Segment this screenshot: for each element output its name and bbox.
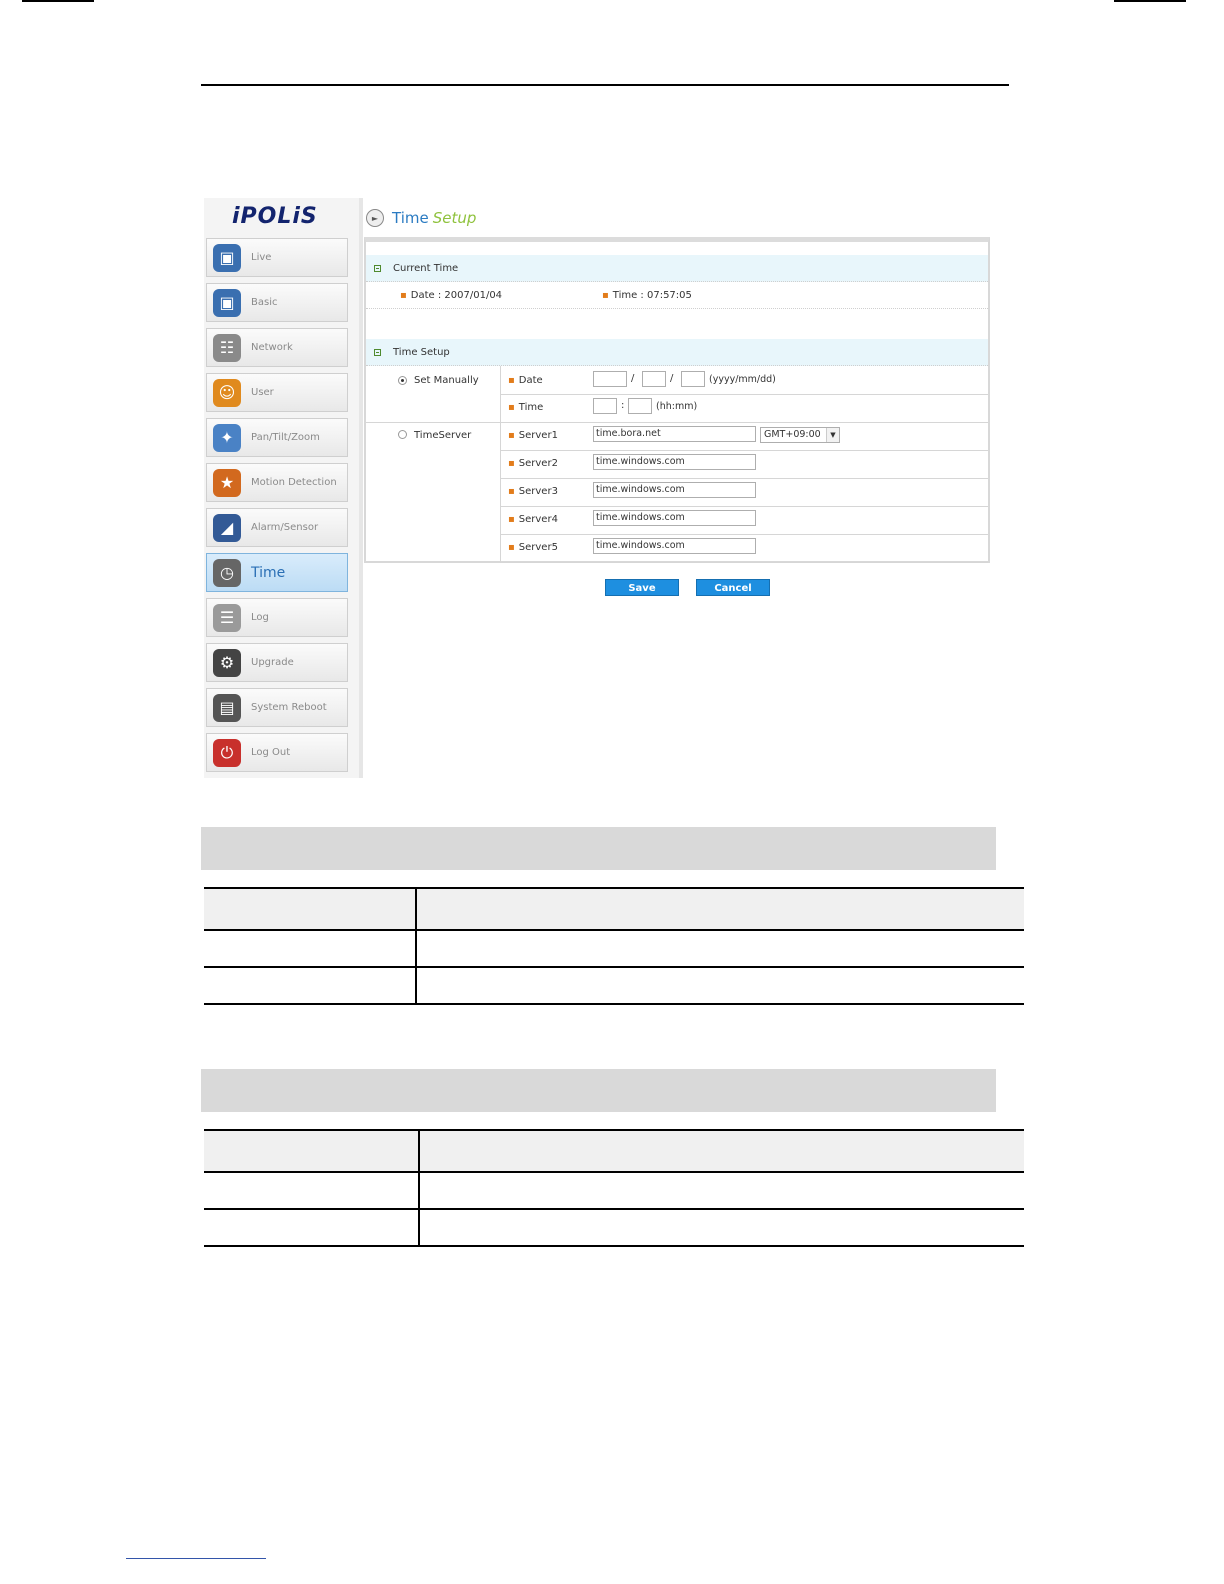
manual-time-row <box>500 394 988 423</box>
main-content <box>364 198 1010 778</box>
timezone-value: GMT+09:00 <box>764 429 821 440</box>
sidebar-item-alarm-sensor[interactable] <box>206 508 348 547</box>
server-label-text: Server3 <box>518 486 558 497</box>
section-band-1 <box>201 827 996 870</box>
sidebar-item-label: Motion Detection <box>251 477 337 488</box>
manual-date-row <box>500 366 988 395</box>
server-row <box>500 450 988 479</box>
set-manually-radio[interactable] <box>398 376 407 385</box>
bullet-icon: ▪ <box>508 458 515 469</box>
time-hour-input[interactable] <box>593 398 617 414</box>
sidebar-item-label: Alarm/Sensor <box>251 522 319 533</box>
sidebar-nav <box>206 238 348 778</box>
sidebar-item-network[interactable] <box>206 328 348 367</box>
date-day-input[interactable] <box>681 371 705 387</box>
time-setup-screenshot <box>204 198 1010 778</box>
server-5-input[interactable]: time.windows.com <box>593 538 756 554</box>
table-row <box>204 968 1024 1005</box>
gear-icon: ⚙ <box>213 649 241 677</box>
bullet-icon: ▪ <box>508 402 515 413</box>
server-left-cell <box>366 422 501 562</box>
bullet-icon: ▪ <box>508 375 515 386</box>
date-separator: / <box>631 373 635 384</box>
doc-table-1 <box>204 887 1024 1009</box>
current-date <box>400 290 502 301</box>
sidebar-item-label: User <box>251 387 274 398</box>
time-server-radio[interactable] <box>398 430 407 439</box>
sidebar-item-motion-detection[interactable] <box>206 463 348 502</box>
server-1-input[interactable]: time.bora.net <box>593 426 756 442</box>
server-label <box>508 514 558 525</box>
sidebar-item-label: Log Out <box>251 747 291 758</box>
date-format-hint: (yyyy/mm/dd) <box>709 374 776 385</box>
table-header <box>204 887 1024 931</box>
server-label <box>508 458 558 469</box>
time-label-text: Time <box>518 402 544 413</box>
server-row <box>500 478 988 507</box>
clock-icon: ◷ <box>213 559 241 587</box>
current-date-text: Date : 2007/01/04 <box>410 290 503 301</box>
network-icon: ☷ <box>213 334 241 362</box>
server-label-text: Server4 <box>518 514 558 525</box>
manual-left-cell <box>366 366 501 422</box>
table-header <box>204 1129 1024 1173</box>
sidebar-item-log[interactable] <box>206 598 348 637</box>
sidebar-item-upgrade[interactable] <box>206 643 348 682</box>
sidebar-item-label: Log <box>251 612 269 623</box>
page-title-main: Time <box>392 209 429 227</box>
sidebar-item-basic[interactable] <box>206 283 348 322</box>
time-minute-input[interactable] <box>628 398 652 414</box>
reboot-icon: ▤ <box>213 694 241 722</box>
cancel-button[interactable]: Cancel <box>696 579 770 596</box>
bullet-icon: ▪ <box>508 514 515 525</box>
alarm-icon: ◢ <box>213 514 241 542</box>
server-row <box>500 534 988 563</box>
server-3-input[interactable]: time.windows.com <box>593 482 756 498</box>
date-label <box>508 375 543 386</box>
bullet-icon: ▪ <box>508 542 515 553</box>
sidebar-item-log-out[interactable] <box>206 733 348 772</box>
server-row <box>500 506 988 535</box>
date-separator: / <box>670 373 674 384</box>
sidebar-item-label: Basic <box>251 297 278 308</box>
save-button[interactable]: Save <box>605 579 679 596</box>
date-month-input[interactable] <box>642 371 666 387</box>
motion-icon: ★ <box>213 469 241 497</box>
table-row <box>204 931 1024 968</box>
sidebar-item-label: Upgrade <box>251 657 294 668</box>
ptz-icon: ✦ <box>213 424 241 452</box>
sidebar-item-pan-tilt-zoom[interactable] <box>206 418 348 457</box>
sidebar-item-label: Network <box>251 342 293 353</box>
current-time-row <box>366 282 988 309</box>
sidebar-item-time[interactable] <box>206 553 348 592</box>
play-circle-icon: ► <box>366 209 384 227</box>
server-label-text: Server1 <box>518 430 558 441</box>
bullet-icon: ▪ <box>602 290 609 301</box>
table-row <box>204 1173 1024 1210</box>
header-rule <box>201 84 1009 86</box>
time-format-hint: (hh:mm) <box>656 401 698 412</box>
current-time <box>602 290 692 301</box>
server-label <box>508 430 558 441</box>
sidebar-item-system-reboot[interactable] <box>206 688 348 727</box>
current-time-text: Time : 07:57:05 <box>612 290 692 301</box>
current-time-header <box>366 255 988 282</box>
sidebar-item-user[interactable] <box>206 373 348 412</box>
server-label <box>508 486 558 497</box>
time-separator: : <box>621 400 625 411</box>
monitor-icon: ▣ <box>213 244 241 272</box>
server-2-input[interactable]: time.windows.com <box>593 454 756 470</box>
column-divider <box>418 1129 420 1247</box>
corner-rule-right <box>1114 0 1186 2</box>
bullet-icon: ▪ <box>400 290 407 301</box>
sidebar <box>204 198 363 778</box>
sidebar-item-live[interactable] <box>206 238 348 277</box>
page-title <box>364 206 476 230</box>
users-icon: ☺ <box>213 379 241 407</box>
corner-rule-left <box>22 0 94 2</box>
bullet-icon: ▪ <box>508 430 515 441</box>
logout-icon: ⏻ <box>213 739 241 767</box>
date-year-input[interactable] <box>593 371 627 387</box>
collapse-box-icon <box>374 349 381 356</box>
time-setup-header <box>366 339 988 366</box>
time-server-label: TimeServer <box>414 430 472 441</box>
settings-panel <box>364 237 990 563</box>
set-manually-label: Set Manually <box>414 375 479 386</box>
server-label <box>508 542 558 553</box>
ipolis-logo: iPOLiS <box>232 204 318 229</box>
current-time-header-label: Current Time <box>393 262 459 274</box>
page-title-accent: Setup <box>432 209 477 227</box>
server-4-input[interactable]: time.windows.com <box>593 510 756 526</box>
sidebar-item-label: Pan/Tilt/Zoom <box>251 432 320 443</box>
footer-link-rule <box>126 1558 266 1559</box>
chevron-down-icon: ▼ <box>826 428 839 442</box>
sidebar-item-label: System Reboot <box>251 702 327 713</box>
monitor-icon: ▣ <box>213 289 241 317</box>
time-label <box>508 402 543 413</box>
doc-table-2 <box>204 1129 1024 1251</box>
server-label-text: Server2 <box>518 458 558 469</box>
section-band-2 <box>201 1069 996 1112</box>
date-label-text: Date <box>518 375 543 386</box>
bullet-icon: ▪ <box>508 486 515 497</box>
log-icon: ☰ <box>213 604 241 632</box>
sidebar-item-label: Live <box>251 252 272 263</box>
server-row <box>500 422 988 451</box>
table-row <box>204 1210 1024 1247</box>
server-label-text: Server5 <box>518 542 558 553</box>
time-setup-header-label: Time Setup <box>393 346 450 358</box>
timezone-select[interactable] <box>760 427 840 443</box>
collapse-box-icon <box>374 265 381 272</box>
sidebar-item-label: Time <box>251 564 286 581</box>
column-divider <box>415 887 417 1005</box>
